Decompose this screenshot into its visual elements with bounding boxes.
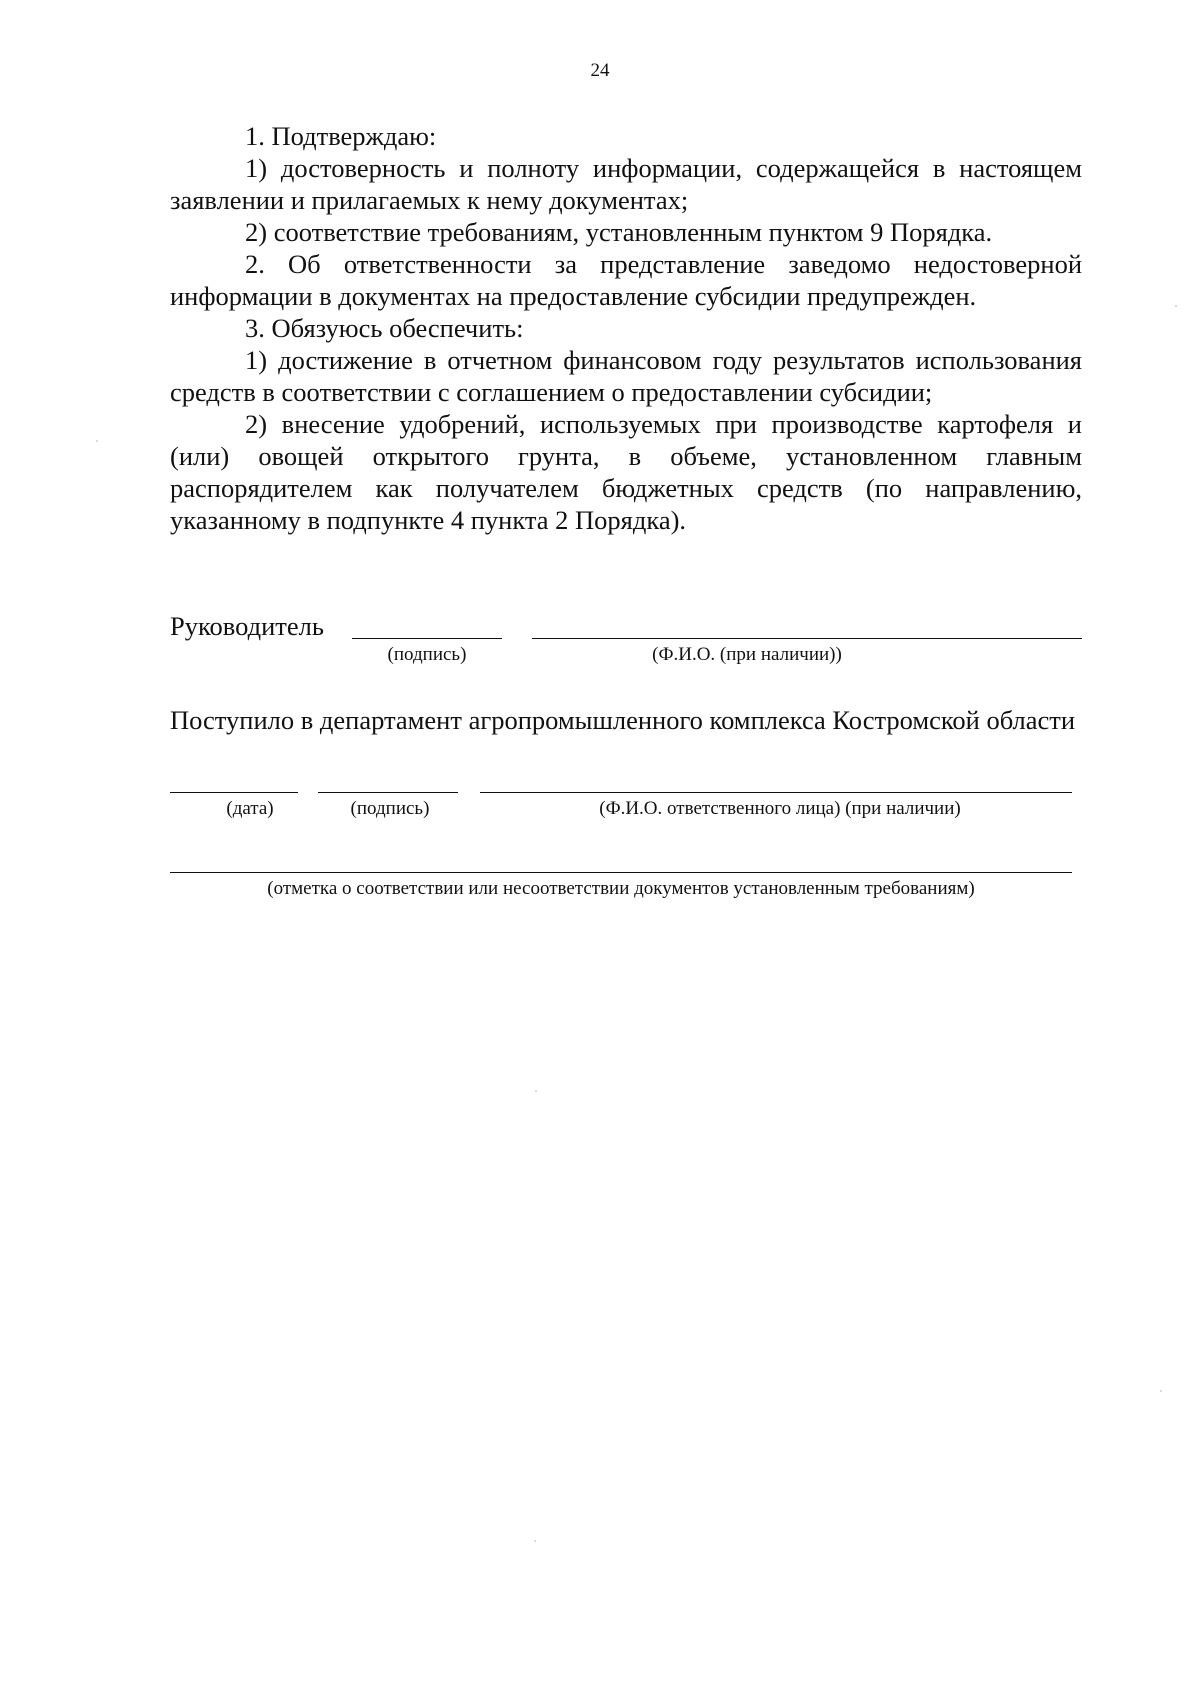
scan-speck — [96, 440, 98, 442]
head-name-line[interactable] — [532, 638, 1082, 639]
head-signature-caption: (подпись) — [387, 644, 467, 665]
paragraph-responsibility: 2. Об ответственности за представление заведомо недостоверной информации в документах на предоставление субсидии предупрежден. — [170, 249, 1082, 311]
scan-speck — [535, 1090, 537, 1092]
scan-speck — [1160, 1390, 1162, 1392]
scan-speck — [534, 1540, 536, 1542]
received-signature-caption: (подпись) — [350, 798, 430, 819]
compliance-mark-line[interactable] — [170, 872, 1072, 873]
received-statement: Поступило в департамент агропромышленного комплекса Костромской области — [170, 705, 1076, 735]
paragraph-confirm-heading: 1. Подтверждаю: — [245, 121, 437, 151]
paragraph-confirm-requirements: 2) соответствие требованиям, установленным пунктом 9 Порядка. — [245, 217, 993, 247]
head-signature-row — [170, 610, 1082, 642]
paragraph-obligation-heading: 3. Обязуюсь обеспечить: — [245, 313, 524, 343]
received-name-caption: (Ф.И.О. ответственного лица) (при наличии) — [599, 798, 961, 819]
page-number: 24 — [590, 60, 610, 81]
compliance-caption: (отметка о соответствии или несоответствии документов установленным требованиям) — [267, 878, 975, 899]
scan-speck — [1175, 305, 1177, 307]
head-name-caption: (Ф.И.О. (при наличии)) — [652, 644, 842, 665]
declaration-body — [170, 120, 1082, 536]
paragraph-obligation-fertilizer: 2) внесение удобрений, используемых при производстве картофеля и (или) овощей открытого грунта, в объеме, установленном главным распорядителем как получателем бюджетных средств (по направлению, указанному в подпункте 4 пункта 2 Порядка). — [170, 409, 1082, 535]
paragraph-obligation-results: 1) достижение в отчетном финансовом году результатов использования средств в соответствии с соглашением о предоставлении субсидии; — [170, 345, 1082, 407]
received-date-line[interactable] — [170, 792, 298, 793]
received-name-line[interactable] — [480, 792, 1072, 793]
head-signature-line[interactable] — [352, 638, 502, 639]
head-label: Руководитель — [170, 611, 324, 641]
paragraph-confirm-accuracy: 1) достоверность и полноту информации, содержащейся в настоящем заявлении и прилагаемых к нему документах; — [170, 153, 1082, 215]
received-signature-line[interactable] — [318, 792, 458, 793]
received-date-caption: (дата) — [226, 798, 274, 819]
